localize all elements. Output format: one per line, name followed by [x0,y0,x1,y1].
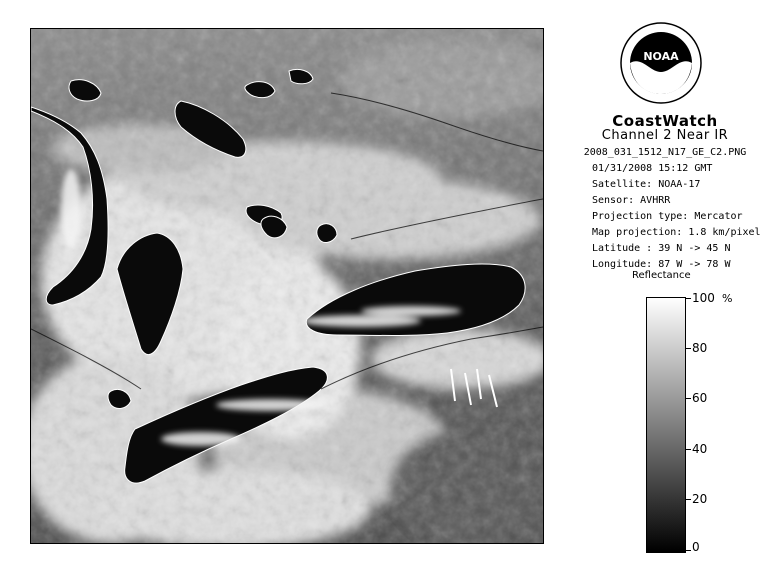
noaa-logo [620,22,702,104]
channel-label: Channel 2 Near IR [601,128,729,143]
map-canvas [31,29,543,543]
scale-tick [685,550,691,551]
tick-label-0: 0 [692,540,700,554]
meta-satellite: Satellite: NOAA-17 [592,179,701,190]
filename-label: 2008_031_1512_N17_GE_C2.PNG [583,147,747,158]
meta-projection-type: Projection type: Mercator [592,211,743,222]
logo-text: NOAA [643,50,679,63]
tick-label-40: 40 [692,442,708,456]
scale-tick [685,298,691,299]
scale-tick [685,499,691,500]
meta-sensor: Sensor: AVHRR [592,195,671,206]
meta-datetime: 01/31/2008 15:12 GMT [592,163,713,174]
brand-title: CoastWatch [612,112,718,130]
legend-unit: % [722,292,733,305]
tick-label-60: 60 [692,391,708,405]
scale-tick [685,348,691,349]
meta-map-projection: Map projection: 1.8 km/pixel [592,227,761,238]
scale-tick [685,449,691,450]
meta-longitude: Longitude: 87 W -> 78 W [592,259,731,270]
reflectance-scale [646,297,686,553]
tick-label-80: 80 [692,341,708,355]
scale-tick [685,398,691,399]
meta-latitude: Latitude : 39 N -> 45 N [592,243,731,254]
tick-label-100: 100 [692,291,715,305]
satellite-map[interactable] [30,28,544,544]
tick-label-20: 20 [692,492,708,506]
legend-title: Reflectance [632,270,691,281]
